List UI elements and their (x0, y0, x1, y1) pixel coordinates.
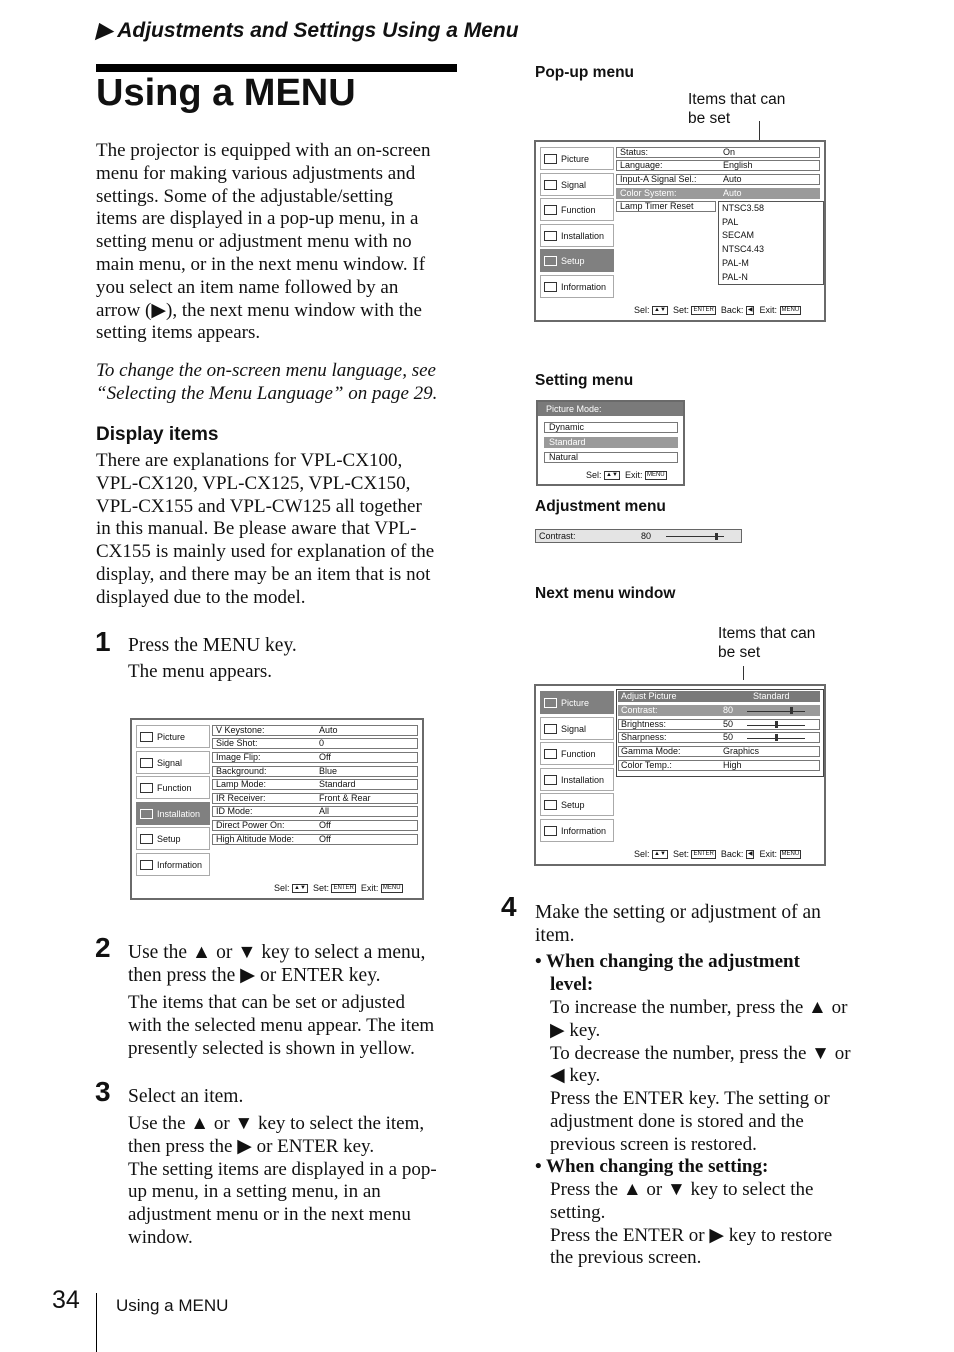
caption-adjustment-menu: Adjustment menu (535, 498, 666, 515)
footer-divider (96, 1293, 97, 1352)
intro-line: you select an item name followed by an (96, 276, 399, 298)
bullet-setting-body: Press the ▲ or ▼ key to select the setting. Press the ENTER or ▶ key to restore the previous screen. (550, 1179, 833, 1269)
side-item-picture: Picture (136, 725, 210, 748)
installation-icon (544, 231, 557, 241)
menu-row: ID Mode: All (212, 806, 418, 817)
intro-line: settings. Some of the adjustable/setting (96, 185, 394, 207)
side-item-picture: Picture (540, 691, 614, 714)
up-down-key-icon: ▲▼ (294, 885, 306, 892)
callout-next: Items that can be set (718, 625, 816, 661)
signal-icon (140, 758, 153, 768)
setup-icon (140, 834, 153, 844)
popup-menu-screenshot: Picture Signal Function Installation Setup Information Status: On Language: English Input-A Signal Sel.: Auto Color System: Auto Lamp Timer Reset NTSC3.58 PAL SECAM NTSC4.43 PAL-M PAL-N Sel: ▲▼ Set: ENTER Back: ◀ Exit: MENU (534, 140, 826, 322)
side-item-installation: Installation (540, 224, 614, 247)
left-key-icon: ◀ (747, 307, 753, 314)
step-2-title: Use the ▲ or ▼ key to select a menu, then press the ▶ or ENTER key. (128, 942, 426, 986)
step-number-2: 2 (95, 932, 111, 963)
main-menu-screenshot (130, 718, 424, 900)
picture-icon (544, 154, 557, 164)
display-items-text: There are explanations for VPL-CX100, VPL-CX120, VPL-CX125, VPL-CX150, VPL-CX155 and VPL-CW125 all together in this manual. Be please aware that VPL- CX155 is mainly used for explanation of the display, and there may be an item that is not displayed due to the model. (96, 450, 435, 608)
menu-row: Background: Blue (212, 766, 418, 777)
intro-line: items are displayed in a pop-up menu, in a (96, 208, 419, 230)
caption-next-menu: Next menu window (535, 585, 676, 602)
menu-row: Direct Power On: Off (212, 820, 418, 831)
note-line: “Selecting the Menu Language” on page 29. (96, 382, 438, 404)
page-number: 34 (52, 1286, 80, 1314)
information-icon (140, 860, 153, 870)
up-down-key-icon: ▲▼ (606, 472, 618, 479)
bullet-adjustment-head: • When changing the adjustment level: (535, 951, 800, 995)
popup-options-list: NTSC3.58 PAL SECAM NTSC4.43 PAL-M PAL-N (718, 201, 824, 285)
side-item-function: Function (540, 742, 614, 765)
setup-icon (544, 256, 557, 266)
caption-popup-menu: Pop-up menu (535, 64, 635, 81)
note-line: To change the on-screen menu language, see (96, 360, 436, 381)
menu-row: IR Receiver: Front & Rear (212, 793, 418, 804)
side-item-signal: Signal (540, 717, 614, 740)
next-menu-screenshot: Picture Signal Function Installation Setup Information Adjust Picture Standard Contrast: 80 Brightness: 50 Sharpness: 50 Gamma Mode: Graphics Color Temp.: High Sel: ▲▼ Set: ENTER Back: ◀ Exit: MENU (534, 684, 826, 866)
section-header: ▶ Adjustments and Settings Using a Menu (96, 19, 519, 42)
side-item-signal: Signal (540, 173, 614, 196)
information-icon (544, 826, 557, 836)
step-1-title: Press the MENU key. (128, 635, 297, 656)
menu-bottom-bar: Sel: ▲▼ Set: ENTER Back: ◀ Exit: MENU (634, 305, 800, 315)
side-item-picture: Picture (540, 147, 614, 170)
intro-line: setting menu or adjustment menu with no (96, 231, 412, 253)
menu-row: V Keystone: Auto (212, 725, 418, 736)
bullet-adjustment-body: To increase the number, press the ▲ or ▶ key. To decrease the number, press the ▼ or ◀ key. Press the ENTER key. The setting or adjustment done is stored and the previous screen is restored. (550, 997, 851, 1155)
menu-row: Image Flip: Off (212, 752, 418, 763)
intro-line: setting items appears. (96, 322, 261, 344)
signal-icon (544, 180, 557, 190)
step-3-title: Select an item. (128, 1086, 244, 1107)
step-3-body: Use the ▲ or ▼ key to select the item, then press the ▶ or ENTER key. The setting items are displayed in a pop- up menu, in a setting menu, in an adjustment menu or in the next menu window. (128, 1113, 437, 1248)
function-icon (140, 783, 153, 793)
menu-bottom-bar: Sel: ▲▼ Set: ENTER Back: ◀ Exit: MENU (634, 849, 800, 859)
left-key-icon: ◀ (747, 851, 753, 858)
side-item-signal: Signal (136, 751, 210, 774)
side-item-installation: Installation (136, 802, 210, 825)
picture-icon (544, 698, 557, 708)
side-item-information: Information (136, 853, 210, 876)
step-2-body: The items that can be set or adjusted with the selected menu appear. The item presently selected is shown in yellow. (128, 992, 435, 1059)
page-title: Using a MENU (96, 72, 356, 114)
side-item-installation: Installation (540, 768, 614, 791)
step-number-3: 3 (95, 1076, 111, 1107)
side-item-information: Information (540, 819, 614, 842)
setting-menu-screenshot: Picture Mode: Dynamic Standard Natural Sel: ▲▼ Exit: MENU (536, 400, 685, 486)
function-icon (544, 205, 557, 215)
side-item-function: Function (136, 776, 210, 799)
side-item-information: Information (540, 275, 614, 298)
callout-popup: Items that can be set (688, 91, 786, 127)
step-number-4: 4 (501, 891, 517, 922)
menu-row: High Altitude Mode: Off (212, 834, 418, 845)
step-number-1: 1 (95, 626, 111, 657)
installation-icon (544, 775, 557, 785)
signal-icon (544, 724, 557, 734)
menu-bottom-bar: Sel: ▲▼ Set: ENTER Exit: MENU (274, 883, 401, 893)
menu-row: Lamp Mode: Standard (212, 779, 418, 790)
adjustment-menu-screenshot: Contrast: 80 (535, 529, 742, 543)
installation-icon (140, 809, 153, 819)
information-icon (544, 282, 557, 292)
bullet-setting-head: • When changing the setting: (535, 1156, 769, 1177)
up-down-key-icon: ▲▼ (654, 851, 666, 858)
setup-icon (544, 800, 557, 810)
side-item-setup: Setup (136, 827, 210, 850)
intro-line: The projector is equipped with an on-screen (96, 140, 431, 161)
side-item-function: Function (540, 198, 614, 221)
picture-icon (140, 732, 153, 742)
footer-text: Using a MENU (116, 1296, 229, 1315)
intro-line: arrow (▶), the next menu window with the (96, 299, 422, 321)
caption-setting-menu: Setting menu (535, 372, 634, 389)
up-down-key-icon: ▲▼ (654, 307, 666, 314)
side-item-setup: Setup (540, 249, 614, 272)
menu-row-selected: Color System: Auto (616, 188, 820, 199)
step-1-body: The menu appears. (128, 661, 273, 682)
language-note (96, 360, 437, 406)
step-4-title: Make the setting or adjustment of an item. (535, 902, 821, 946)
function-icon (544, 749, 557, 759)
side-item-setup: Setup (540, 793, 614, 816)
intro-line: main menu, or in the next menu window. If (96, 253, 426, 275)
menu-row: Side Shot: 0 (212, 738, 418, 749)
intro-line: menu for making various adjustments and (96, 162, 416, 184)
title-rule (96, 64, 457, 72)
slider-knob (715, 533, 718, 540)
intro-paragraph (96, 140, 466, 345)
display-items-heading: Display items (96, 424, 219, 445)
